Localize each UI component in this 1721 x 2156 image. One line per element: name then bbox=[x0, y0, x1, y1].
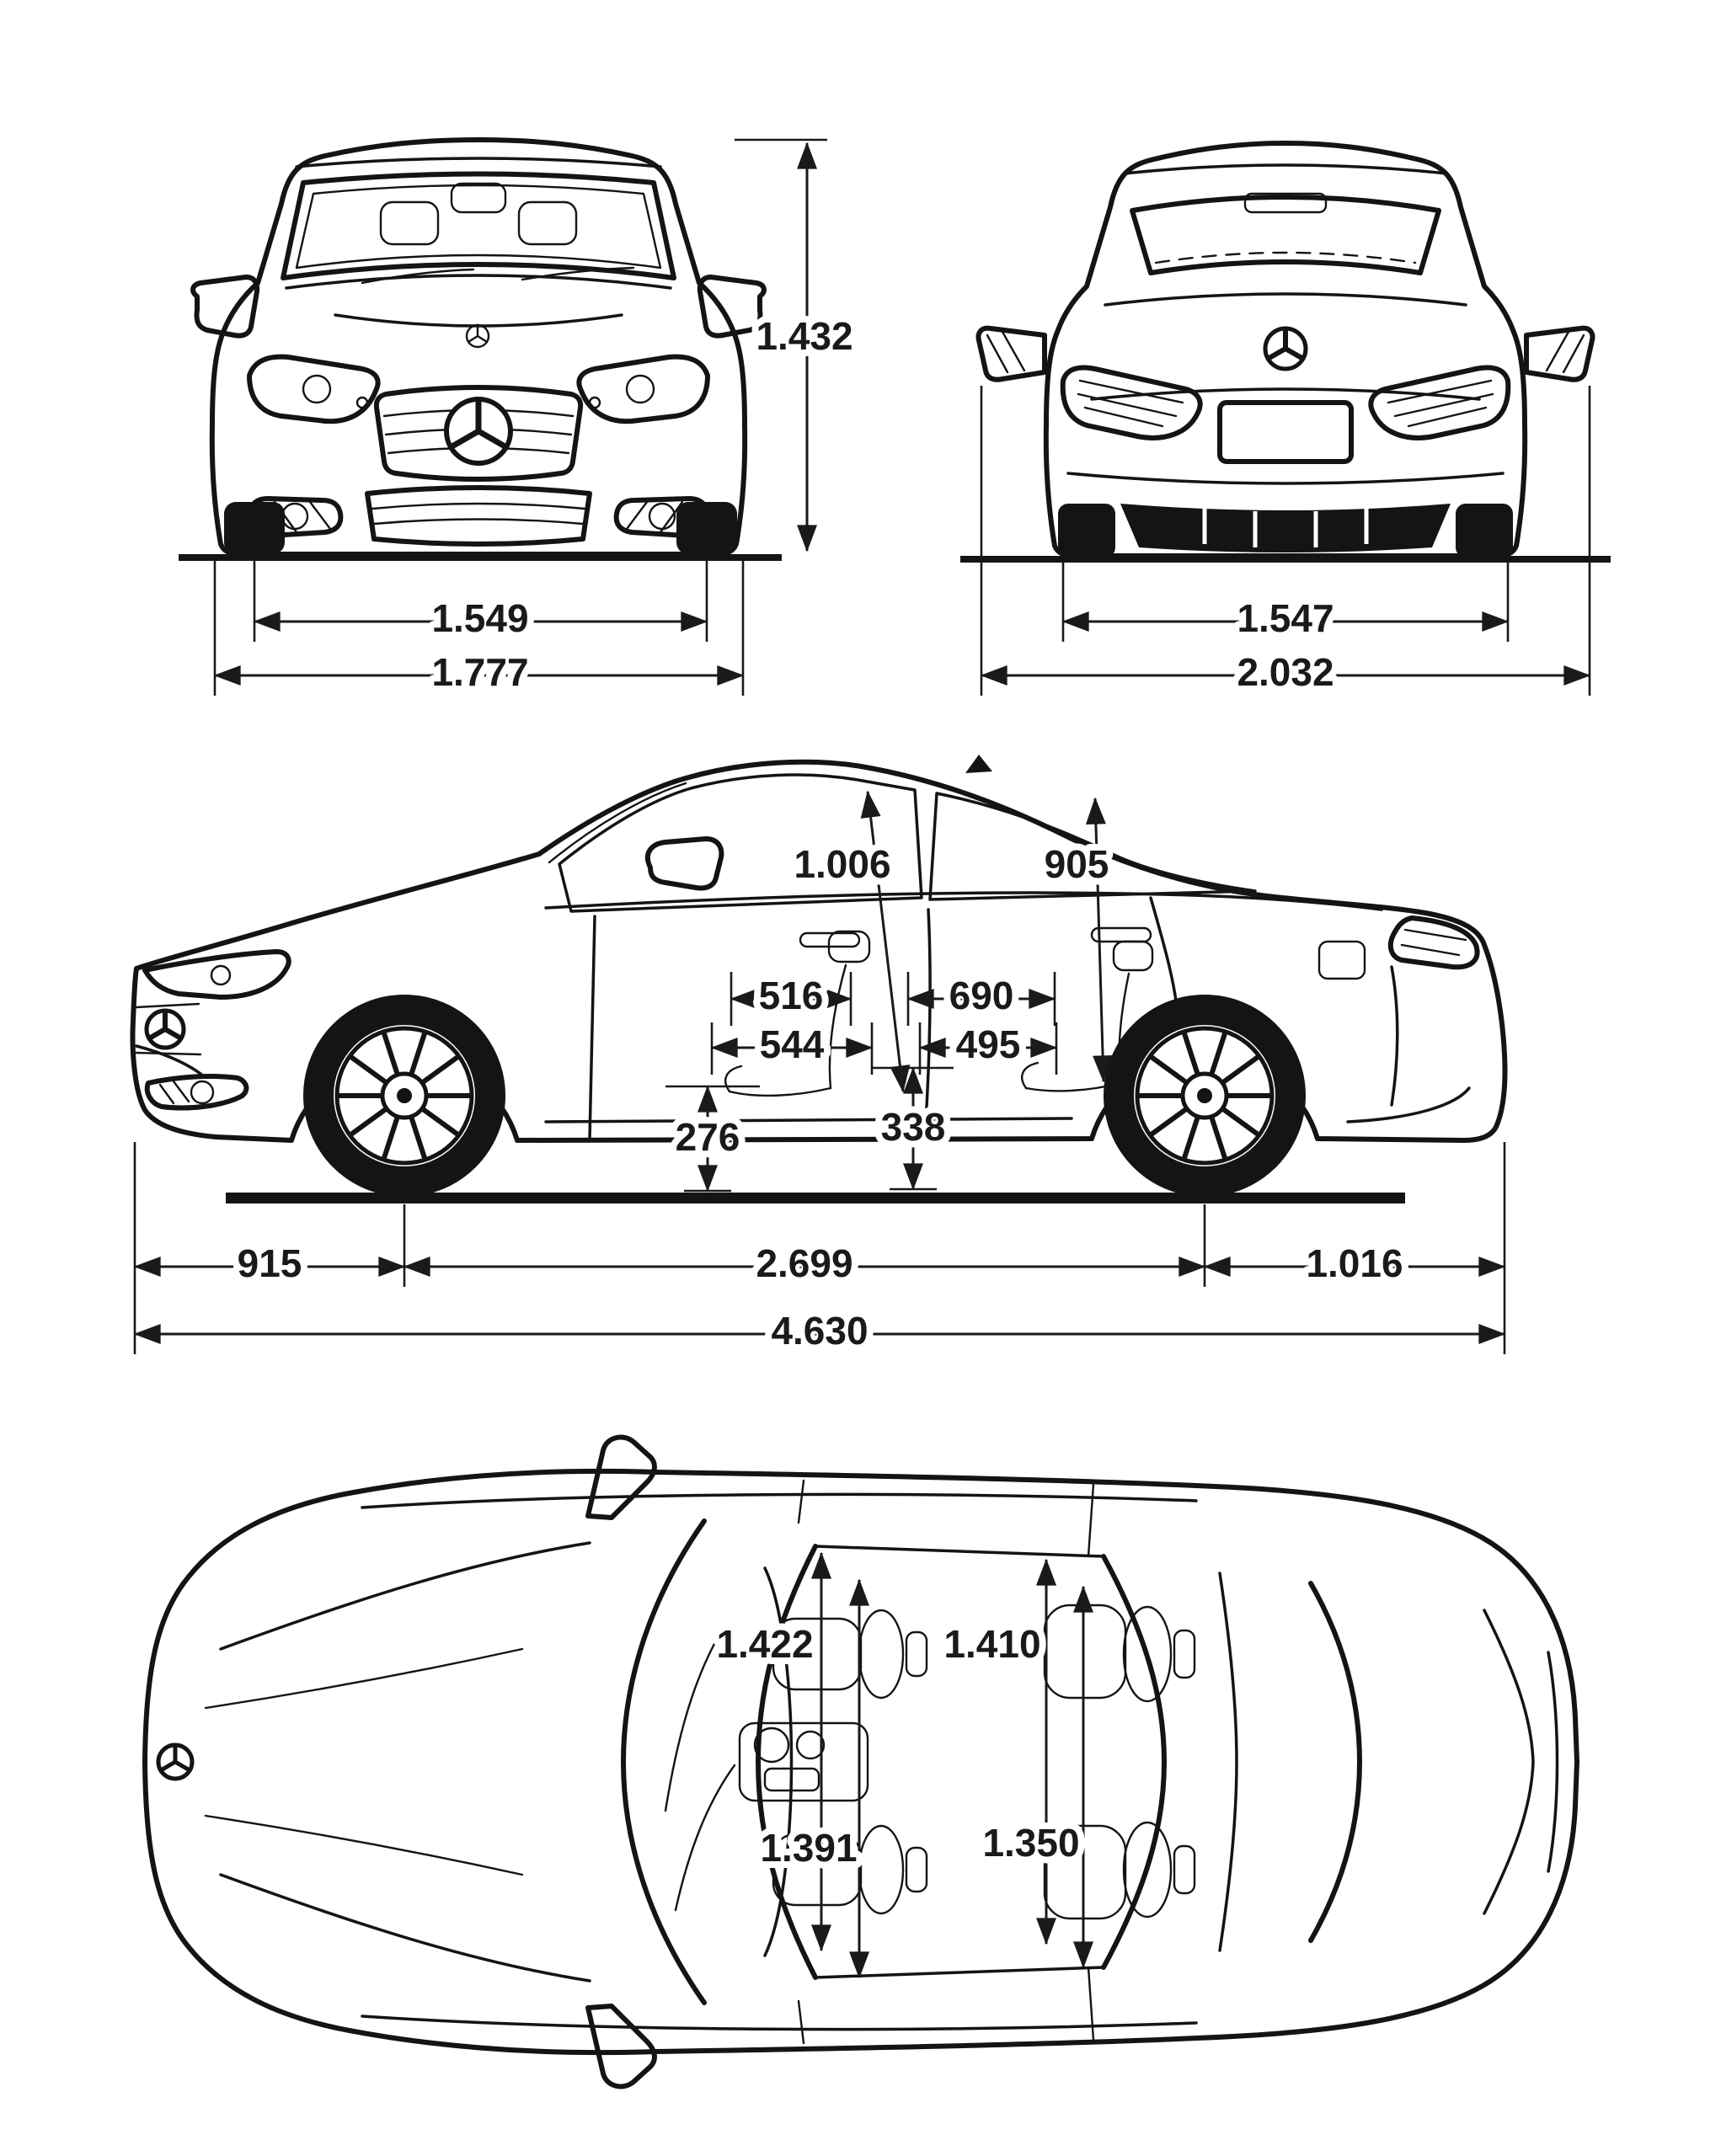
dim-label-wheelbase: 2.699 bbox=[756, 1241, 853, 1286]
top-windshield-front-edge bbox=[623, 1521, 704, 2003]
front-right-headlight-lens bbox=[627, 376, 654, 403]
side-bumper-crease bbox=[136, 1046, 204, 1076]
rear-left-tire bbox=[1058, 504, 1115, 558]
top-rear-window-front-edge bbox=[1104, 1556, 1164, 1967]
top-spoiler-lip bbox=[1548, 1652, 1558, 1871]
dim-label-front-height: 1.432 bbox=[756, 314, 853, 359]
side-ground-line bbox=[226, 1193, 1405, 1203]
top-parcel-shelf-line bbox=[1220, 1573, 1237, 1951]
front-right-headrest bbox=[519, 202, 576, 244]
side-view bbox=[133, 755, 1505, 1354]
side-grille-star-icon bbox=[147, 1011, 184, 1048]
front-intake-slat-2 bbox=[374, 520, 583, 525]
top-left-mirror bbox=[588, 1438, 655, 1518]
side-lower-intake bbox=[147, 1076, 247, 1108]
rear-right-tire bbox=[1456, 504, 1513, 558]
side-front-door-front-seam bbox=[590, 916, 595, 1139]
top-door-seam-1l bbox=[799, 2001, 804, 2043]
top-view bbox=[145, 1438, 1577, 2087]
dim-label-front-width: 1.777 bbox=[431, 650, 529, 695]
top-hood-star-icon bbox=[158, 1745, 192, 1779]
side-rear-bumper-crease bbox=[1348, 1088, 1469, 1122]
side-trunk-seam bbox=[1392, 967, 1398, 1105]
front-left-headlight bbox=[249, 357, 378, 422]
front-left-headlight-dot bbox=[357, 398, 367, 408]
top-rear-window-rear-edge bbox=[1311, 1583, 1360, 1940]
top-shoulder-line-lower bbox=[362, 2016, 1196, 2030]
side-sill-line bbox=[546, 1118, 1072, 1122]
dim-front-track bbox=[254, 561, 707, 642]
front-right-headlight bbox=[579, 357, 708, 422]
rear-window bbox=[1132, 197, 1439, 273]
front-left-headlight-lens bbox=[303, 376, 330, 403]
rear-diffuser bbox=[1120, 504, 1451, 552]
rear-right-taillight-stripes bbox=[1388, 381, 1493, 426]
dim-label-1350: 1.350 bbox=[982, 1821, 1080, 1865]
front-center-intake bbox=[367, 488, 590, 544]
side-headlight-lens bbox=[211, 966, 230, 985]
dim-label-rear-track: 1.547 bbox=[1237, 596, 1334, 641]
dim-front-height bbox=[735, 140, 853, 551]
dim-rear-seat-height bbox=[873, 1068, 954, 1189]
front-right-tire bbox=[676, 502, 737, 554]
dim-label-rear-overhang: 1.016 bbox=[1306, 1241, 1403, 1286]
dim-front-elbow-width bbox=[716, 1553, 821, 1951]
top-door-seam-1u bbox=[799, 1481, 804, 1523]
side-foglight bbox=[191, 1081, 213, 1103]
top-door-seam-2l bbox=[1088, 1967, 1093, 2040]
top-hood-crease-lower bbox=[221, 1875, 590, 1981]
top-right-mirror bbox=[588, 2006, 655, 2086]
side-antenna-fin bbox=[965, 755, 992, 773]
side-grille-slat bbox=[136, 1004, 199, 1007]
side-front-wheel bbox=[303, 995, 505, 1197]
dim-label-front-track: 1.549 bbox=[431, 596, 529, 641]
dim-front-interior-upper bbox=[731, 972, 851, 1026]
rear-bumper-top-line bbox=[1092, 389, 1479, 399]
side-grille-slat-2 bbox=[135, 1053, 200, 1054]
rear-license-plate bbox=[1220, 403, 1351, 462]
side-rear-wheel bbox=[1104, 995, 1306, 1197]
dim-rear-elbow-width bbox=[943, 1560, 1046, 1944]
top-roof-rail-upper bbox=[815, 1546, 1104, 1556]
top-shoulder-line-upper bbox=[362, 1494, 1196, 1508]
dim-label-1410: 1.410 bbox=[943, 1622, 1041, 1667]
dim-label-front-headroom: 1.006 bbox=[794, 842, 891, 887]
front-view bbox=[179, 140, 853, 696]
front-left-tire bbox=[224, 502, 285, 554]
front-left-headrest bbox=[381, 202, 438, 244]
rear-mercedes-star-icon bbox=[1265, 328, 1306, 369]
top-hood-crease-upper-2 bbox=[206, 1649, 522, 1708]
side-fuel-filler-cap bbox=[1319, 942, 1365, 979]
top-door-seam-2u bbox=[1088, 1484, 1093, 1556]
dim-label-338: 338 bbox=[880, 1105, 946, 1150]
front-cowl-line bbox=[286, 275, 671, 288]
rear-right-mirror-hatch bbox=[1547, 332, 1584, 372]
mercedes-star-icon bbox=[446, 399, 510, 463]
dim-label-rear-headroom: 905 bbox=[1044, 842, 1109, 887]
front-hood-star bbox=[467, 325, 489, 347]
dim-label-1422: 1.422 bbox=[716, 1622, 814, 1667]
front-right-headlight-dot bbox=[590, 398, 600, 408]
dim-label-495: 495 bbox=[955, 1022, 1021, 1067]
dim-rear-track bbox=[1063, 563, 1508, 642]
dim-label-rear-width-mirrors: 2.032 bbox=[1237, 650, 1334, 695]
top-rear-seat bbox=[1045, 1605, 1195, 1919]
dim-label-544: 544 bbox=[759, 1022, 825, 1067]
dim-label-516: 516 bbox=[758, 974, 824, 1018]
side-intake-mesh bbox=[160, 1081, 189, 1103]
side-mirror bbox=[648, 839, 721, 889]
rear-trunk-line bbox=[1105, 294, 1466, 305]
front-intake-slat-1 bbox=[372, 504, 585, 509]
rear-view bbox=[960, 143, 1611, 696]
front-windshield-inner bbox=[297, 185, 660, 268]
rear-left-taillight-stripes bbox=[1078, 381, 1183, 426]
top-hood-crease-upper bbox=[221, 1543, 590, 1649]
top-hood-crease-lower-2 bbox=[206, 1816, 522, 1875]
rear-roof-rail bbox=[1124, 165, 1447, 173]
side-front-door-seam bbox=[925, 910, 930, 1134]
dim-side-bottom bbox=[135, 1142, 1505, 1354]
rear-left-mirror-hatch bbox=[987, 332, 1024, 372]
front-rearview-mirror bbox=[452, 184, 505, 212]
dim-label-overall-length: 4.630 bbox=[771, 1309, 869, 1353]
top-wiper-2 bbox=[676, 1765, 735, 1910]
front-roof-rail bbox=[297, 158, 660, 167]
side-rear-door-handle bbox=[1092, 928, 1151, 942]
dim-label-1391: 1.391 bbox=[760, 1826, 858, 1870]
dim-label-front-overhang: 915 bbox=[237, 1241, 302, 1286]
dim-label-276: 276 bbox=[675, 1115, 740, 1160]
dim-label-690: 690 bbox=[949, 974, 1014, 1018]
top-wiper-1 bbox=[665, 1629, 723, 1811]
side-taillight-stripes bbox=[1402, 930, 1466, 955]
top-trunk-rear-edge bbox=[1484, 1610, 1533, 1913]
rear-bumper-crease bbox=[1068, 473, 1503, 483]
